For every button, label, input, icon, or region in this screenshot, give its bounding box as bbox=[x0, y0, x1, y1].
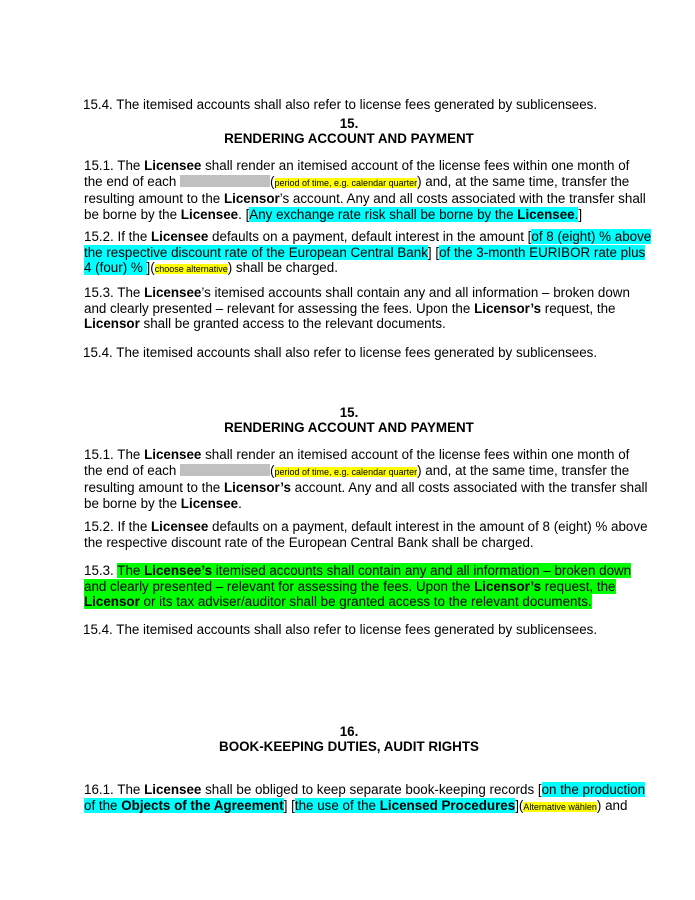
blank-field[interactable] bbox=[180, 175, 270, 187]
clause-15-2: 15.2. If the Licensee defaults on a payment, default interest in the amount [of 8 (eight) % above the respective discount rate of the European Central Bank] [of the 3-month EURIBOR rate plus 4 (four) % ](choose alternative) shall be charged. bbox=[84, 229, 652, 276]
section-title: BOOK-KEEPING DUTIES, AUDIT RIGHTS bbox=[219, 739, 479, 754]
clause-15-3: 15.3. The Licensee’s itemised accounts shall contain any and all information – broken down and clearly presented – relevant for assessing the fees. Upon the Licensor’s request, the Licensor or its tax adviser/auditor shall be granted access to the relevant documents. bbox=[84, 563, 632, 610]
section-title: RENDERING ACCOUNT AND PAYMENT bbox=[224, 131, 474, 146]
clause-15-4: 15.4. The itemised accounts shall also refer to license fees generated by sublicensees. bbox=[83, 622, 598, 637]
clause-15-3: 15.3. The Licensee’s itemised accounts shall contain any and all information – broken down and clearly presented – relevant for assessing the fees. Upon the Licensor’s request, the Licensor shall be granted access to the relevant documents. bbox=[84, 285, 630, 332]
section-number: 15. bbox=[339, 116, 359, 131]
clause-15-1: 15.1. The Licensee shall render an itemised account of the license fees within one month of the end of each (period of time, e.g. calendar quarter) and, at the same time, transfer the resulting amount to the Licensor’s account. Any and all costs associated with the transfer shall be borne by the Licensee. [Any exchange rate risk shall be borne by the Licensee.] bbox=[84, 158, 646, 222]
clause-15-4: 15.4. The itemised accounts shall also refer to license fees generated by sublicensees. bbox=[83, 97, 598, 112]
section-number: 16. bbox=[339, 724, 359, 739]
placeholder-note: choose alternative bbox=[154, 264, 228, 275]
placeholder-note: period of time, e.g. calendar quarter bbox=[274, 466, 418, 477]
section-number: 15. bbox=[339, 405, 359, 420]
blank-field[interactable] bbox=[180, 464, 270, 476]
clause-15-1: 15.1. The Licensee shall render an itemised account of the license fees within one month of the end of each (period of time, e.g. calendar quarter) and, at the same time, transfer the resulting amount to the Licensor’s account. Any and all costs associated with the transfer shall be borne by the Licensee. bbox=[84, 447, 648, 511]
placeholder-note: period of time, e.g. calendar quarter bbox=[274, 177, 418, 188]
placeholder-note: Alternative wählen bbox=[523, 801, 597, 812]
section-title: RENDERING ACCOUNT AND PAYMENT bbox=[224, 420, 474, 435]
highlighted-option: Any exchange rate risk shall be borne by the Licensee. bbox=[249, 206, 579, 222]
clause-15-4: 15.4. The itemised accounts shall also refer to license fees generated by sublicensees. bbox=[83, 345, 598, 360]
clause-16-1: 16.1. The Licensee shall be obliged to keep separate book-keeping records [on the production of the Objects of the Agreement] [the use of the Licensed Procedures](Alternative wählen) and bbox=[84, 782, 646, 813]
clause-15-2: 15.2. If the Licensee defaults on a payment, default interest in the amount of 8 (eight) % above the respective discount rate of the European Central Bank shall be charged. bbox=[84, 519, 648, 550]
